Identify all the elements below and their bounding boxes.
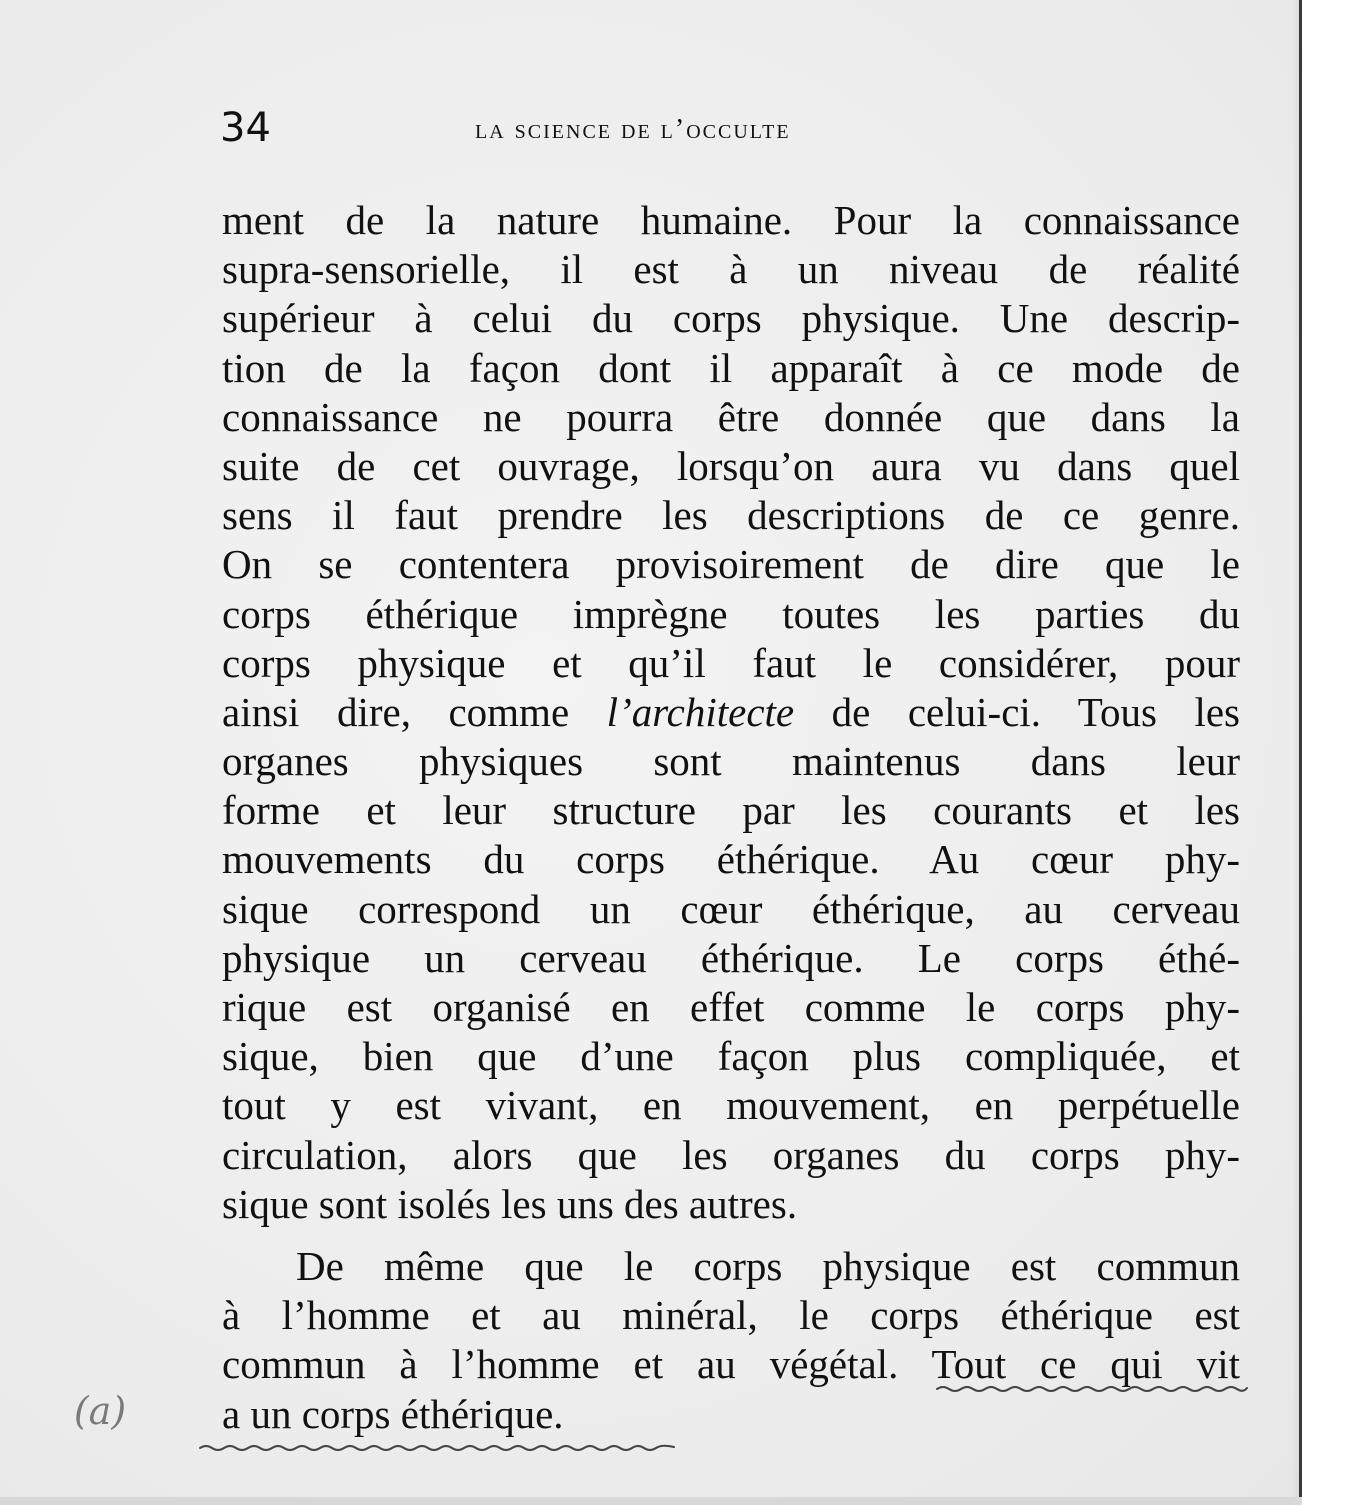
underlined-phrase: a un corps éthérique. xyxy=(222,1390,564,1437)
text-line: suite de cet ouvrage, lorsqu’on aura vu dans quel xyxy=(222,442,1240,489)
text-line: à l’homme et au minéral, le corps éthérique est xyxy=(222,1292,1240,1339)
text-line: tion de la façon dont il apparaît à ce mode de xyxy=(222,344,1240,391)
italic-term: l’architecte xyxy=(606,688,795,735)
handwritten-underline xyxy=(935,1380,1250,1396)
running-head xyxy=(220,103,980,153)
text-line: On se contentera provisoirement de dire que le xyxy=(222,541,1240,588)
text-segment: de celui-ci. Tous les xyxy=(794,688,1241,735)
body-text xyxy=(222,196,1240,1439)
page-number: 34 xyxy=(220,105,271,151)
text-line: supra-sensorielle, il est à un niveau de réalité xyxy=(222,246,1240,293)
text-line: connaissance ne pourra être donnée que dans la xyxy=(222,393,1240,440)
text-line: supérieur à celui du corps physique. Une descrip- xyxy=(222,295,1240,342)
handwritten-underline xyxy=(198,1438,678,1456)
text-line: sens il faut prendre les descriptions de ce genre. xyxy=(222,492,1240,539)
text-line: corps éthérique imprègne toutes les parties du xyxy=(222,590,1240,637)
text-line: sique sont isolés les uns des autres. xyxy=(222,1180,798,1227)
text-segment: ainsi dire, comme xyxy=(222,688,607,735)
handwritten-margin-note xyxy=(55,1382,145,1442)
text-line: tout y est vivant, en mouvement, en perpétuelle xyxy=(222,1082,1240,1129)
text-line: physique un cerveau éthérique. Le corps éthé- xyxy=(222,934,1240,981)
text-line: De même que le corps physique est commun xyxy=(296,1242,1240,1289)
text-line: corps physique et qu’il faut le considérer, pour xyxy=(222,639,1240,686)
text-line: ment de la nature humaine. Pour la connaissance xyxy=(222,197,1240,243)
text-line: rique est organisé en effet comme le corps phy- xyxy=(222,984,1240,1030)
text-line xyxy=(222,688,1240,737)
text-line: sique correspond un cœur éthérique, au cerveau xyxy=(222,885,1240,932)
text-line: circulation, alors que les organes du corps phy- xyxy=(222,1131,1240,1178)
margin-note-text: (a) xyxy=(73,1389,127,1433)
running-title: la science de l’occulte xyxy=(475,114,791,145)
text-line: mouvements du corps éthérique. Au cœur phy- xyxy=(222,836,1240,883)
text-line: sique, bien que d’une façon plus compliquée, et xyxy=(222,1033,1240,1080)
page-edge xyxy=(1299,0,1350,1505)
text-line xyxy=(222,1390,1240,1439)
text-line: forme et leur structure par les courants et les xyxy=(222,787,1240,834)
text-segment: commun à l’homme et au végétal. xyxy=(222,1341,932,1388)
text-line: organes physiques sont maintenus dans leur xyxy=(222,738,1240,785)
paragraph-gap xyxy=(222,1229,1240,1242)
underlined-phrase: Tout ce qui vit xyxy=(931,1341,1240,1388)
page-bottom-edge xyxy=(0,1497,1302,1505)
